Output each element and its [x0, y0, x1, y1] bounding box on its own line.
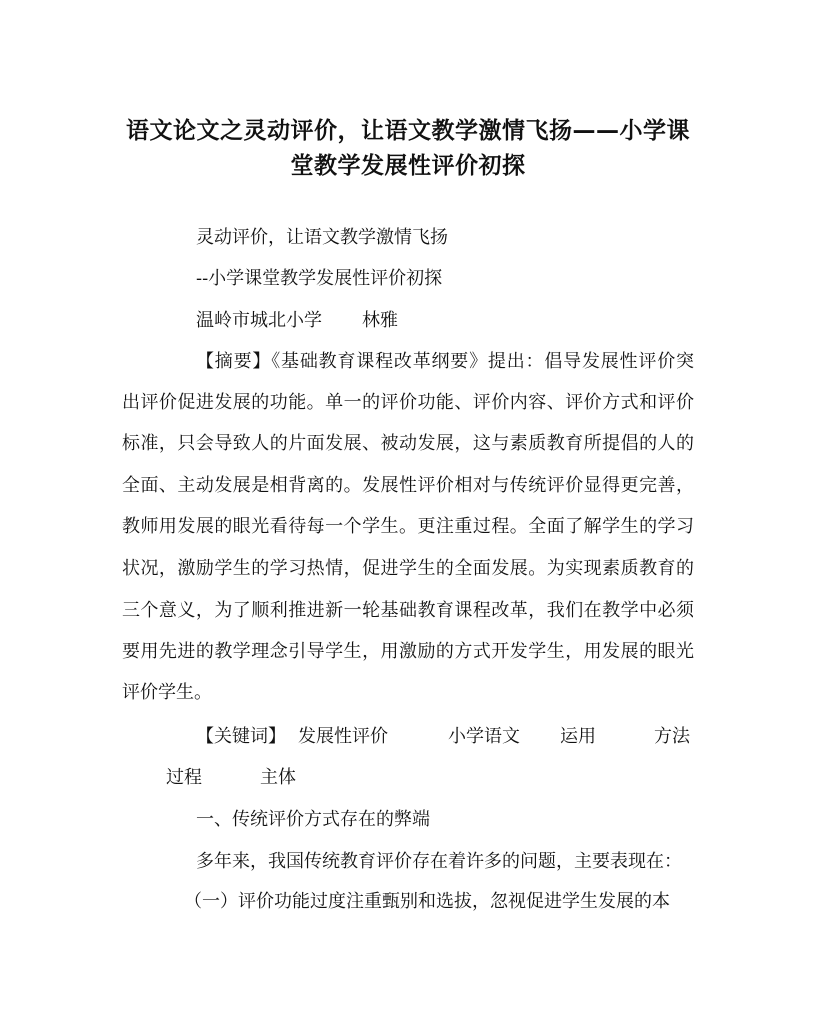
abstract-line-2: 出评价促进发展的功能。单一的评价功能、评价内容、评价方式和评价 — [122, 392, 694, 413]
section-item: （一）评价功能过度注重甄别和选拔，忽视促进学生发展的本 — [184, 891, 670, 912]
keyword-item: 过程 — [166, 767, 202, 788]
keyword-item: 小学语文 — [448, 726, 520, 747]
keywords-label: 【关键词】 — [196, 726, 286, 747]
abstract-line-7: 三个意义，为了顺利推进新一轮基础教育课程改革，我们在教学中必须 — [122, 600, 694, 621]
keyword-item: 主体 — [260, 767, 296, 788]
section-heading: 一、传统评价方式存在的弊端 — [196, 809, 430, 830]
keyword-item: 运用 — [560, 726, 596, 747]
abstract-line-5: 教师用发展的眼光看待每一个学生。更注重过程。全面了解学生的学习 — [122, 516, 694, 537]
keywords-line-2 — [166, 766, 296, 790]
section-paragraph: 多年来，我国传统教育评价存在着许多的问题，主要表现在： — [196, 851, 682, 872]
document-title-line-1: 语文论文之灵动评价，让语文教学激情飞扬——小学课 — [126, 118, 690, 144]
keyword-item: 发展性评价 — [298, 726, 388, 747]
abstract-line-1: 【摘要】《基础教育课程改革纲要》提出：倡导发展性评价突 — [196, 351, 694, 372]
abstract-line-3: 标准，只会导致人的片面发展、被动发展，这与素质教育所提倡的人的 — [122, 433, 694, 454]
keyword-item: 方法 — [654, 726, 690, 747]
abstract-line-8: 要用先进的教学理念引导学生，用激励的方式开发学生，用发展的眼光 — [122, 641, 694, 662]
subtitle-secondary: --小学课堂教学发展性评价初探 — [196, 268, 443, 289]
abstract-line-4: 全面、主动发展是相背离的。发展性评价相对与传统评价显得更完善， — [122, 475, 694, 496]
subtitle: 灵动评价，让语文教学激情飞扬 — [196, 227, 448, 248]
author-name: 林雅 — [362, 310, 398, 331]
author-line — [196, 309, 398, 333]
abstract-line-6: 状况，激励学生的学习热情，促进学生的全面发展。为实现素质教育的 — [122, 558, 694, 579]
keywords-line — [196, 725, 690, 749]
abstract-line-9: 评价学生。 — [122, 682, 212, 703]
author-school: 温岭市城北小学 — [196, 310, 322, 331]
document-title-line-2: 堂教学发展性评价初探 — [290, 153, 526, 179]
